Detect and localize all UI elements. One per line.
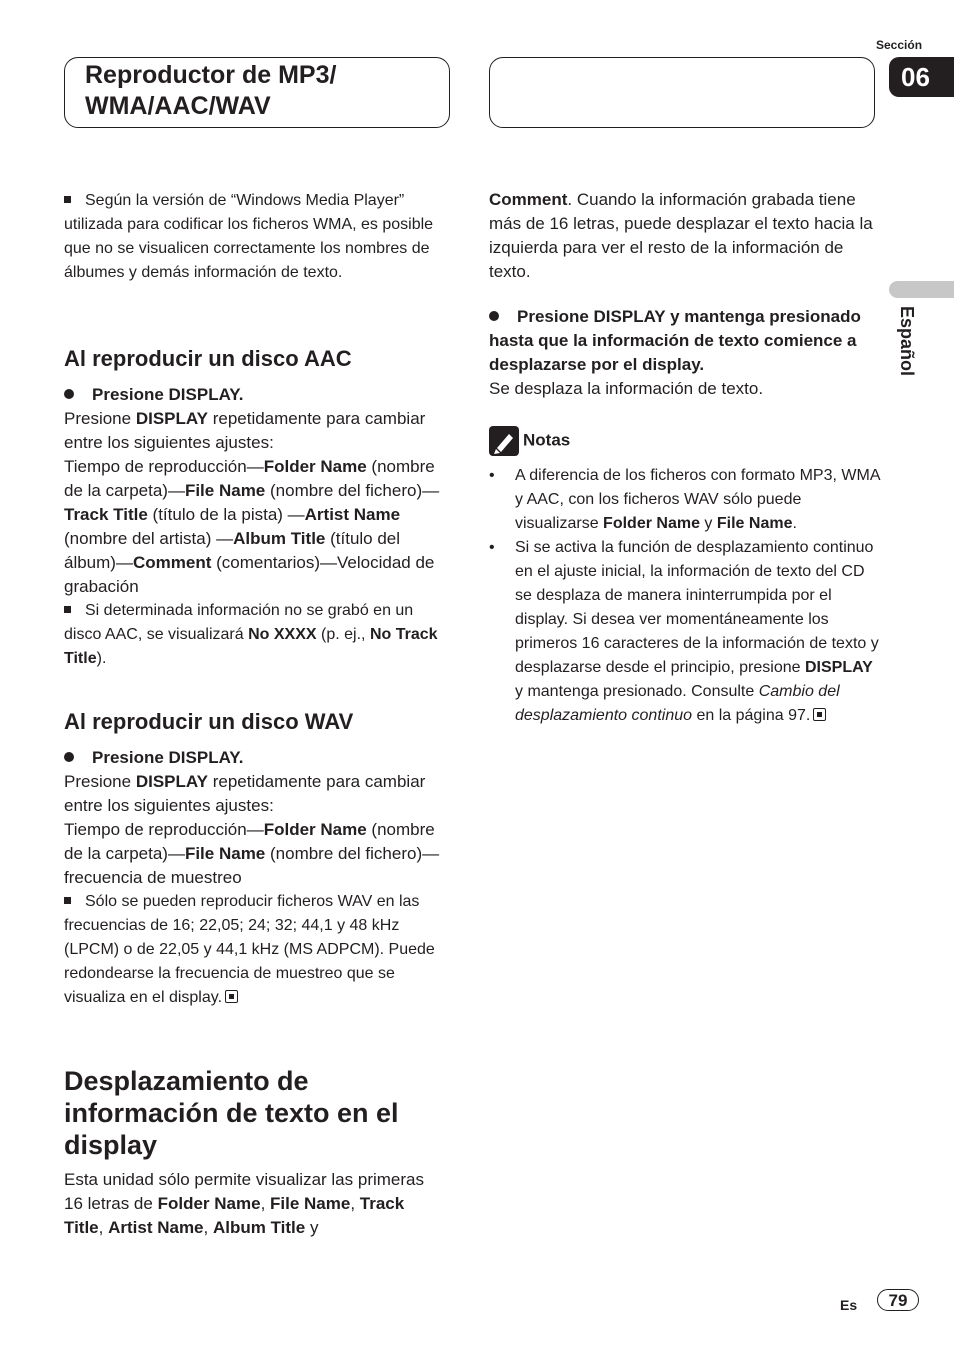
wav-section [64,746,442,1010]
aac-heading: Al reproducir un disco AAC [64,346,352,371]
scroll-step: Presione DISPLAY y mantenga presionado hasta que la información de texto comience a desplazarse por el display. Se desplaza la información de texto. [489,305,873,401]
empty-header-box [489,57,875,128]
bullet-icon [64,752,74,762]
notes-list [489,464,881,728]
aac-section [64,383,442,671]
square-bullet-icon [64,196,71,203]
square-bullet-icon [64,606,71,613]
end-mark-icon [813,708,826,721]
notes-header: Notas [489,426,570,456]
aac-description: Presione DISPLAY repetidamente para cambiar entre los siguientes ajustes: Tiempo de reproducción—Folder Name (nombre de la carpeta)—File Name (nombre del fichero)—Track Title (título de la pista) —Artist Name (nombre del artista) —Album Title (título del álbum)—Comment (comentarios)—Velocidad de grabación [64,409,440,596]
scroll-result: Se desplaza la información de texto. [489,379,764,398]
bullet-icon [489,311,499,321]
language-tab-bar [889,281,954,298]
wma-note: Según la versión de “Windows Media Player” utilizada para codificar los ficheros WMA, es posible que no se visualicen correctamente los nombres de álbumes y demás información de texto. [64,192,434,281]
language-code: Es [840,1297,858,1313]
square-bullet-icon [64,897,71,904]
cross-reference-link: Cambio del desplazamiento continuo [515,683,840,724]
wav-note: Sólo se pueden reproducir ficheros WAV en las frecuencias de 16; 22,05; 24; 32; 44,1 y 48 kHz (LPCM) o de 22,05 y 44,1 kHz (MS ADPCM). Puede redondearse la frecuencia de muestreo que se visualiza en el display. [64,893,435,1006]
wav-description: Presione DISPLAY repetidamente para cambiar entre los siguientes ajustes: Tiempo de reproducción—Folder Name (nombre de la carpeta)—File Name (nombre del fichero)—frecuencia de muestreo [64,772,440,887]
end-mark-icon [225,990,238,1003]
scroll-paragraph: Esta unidad sólo permite visualizar las primeras 16 letras de Folder Name, File Name, Track Title, Artist Name, Album Title y [64,1170,424,1237]
scroll-heading: Desplazamiento de información de texto en el display [64,1066,399,1160]
aac-step: Presione DISPLAY. [64,383,442,407]
language-label: Español [897,306,917,377]
note-item: • Si se activa la función de desplazamiento continuo en el ajuste inicial, la información de texto del CD se desplaza de manera ininterrumpida por el display. Si desea ver momentáneamente los primeros 16 caracteres de la información de texto y desplazarse desde el principio, presione DISPLAY y mantenga presionado. Consulte Cambio del desplazamiento continuo en la página 97. [489,536,881,728]
bullet-icon [64,389,74,399]
aac-note: Si determinada información no se grabó en un disco AAC, se visualizará No XXXX (p. ej., No Track Title). [64,602,438,667]
note-item: • A diferencia de los ficheros con formato MP3, WMA y AAC, con los ficheros WAV sólo puede visualizarse Folder Name y File Name. [489,464,881,536]
pencil-note-icon [489,426,519,456]
section-label: Sección [876,38,923,52]
wav-heading: Al reproducir un disco WAV [64,709,354,734]
section-number-tab: 06 [889,57,954,97]
comment-paragraph: Comment. Cuando la información grabada tiene más de 16 letras, puede desplazar el texto hacia la izquierda para ver el resto de la información de texto. [489,190,873,281]
page-number: 79 [877,1289,919,1311]
chapter-title: Reproductor de MP3/ WMA/AAC/WAV [85,61,337,120]
wav-step: Presione DISPLAY. [64,746,442,770]
